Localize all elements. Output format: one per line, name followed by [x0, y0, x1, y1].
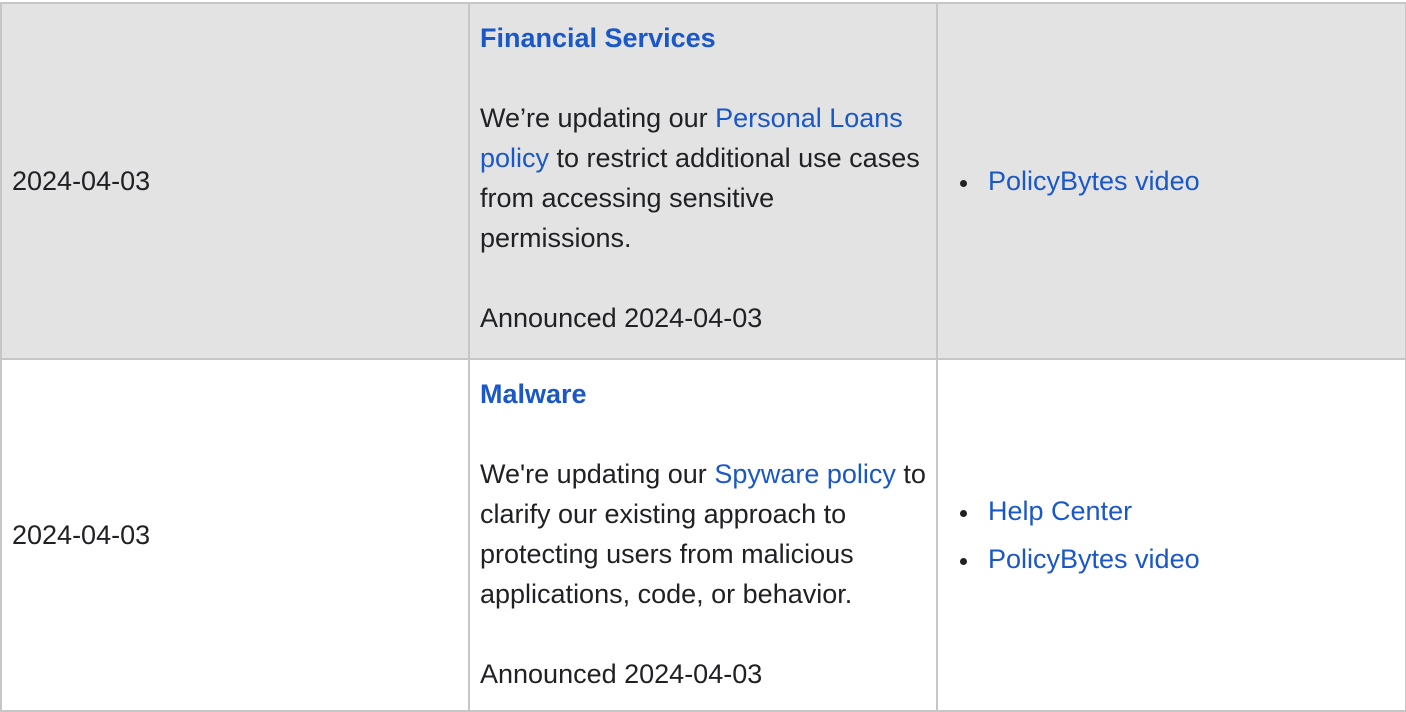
spyware-policy-link[interactable]: Spyware policy — [714, 459, 896, 489]
resources-cell — [937, 359, 1406, 711]
description-text-before: We’re updating our — [480, 103, 716, 133]
policy-description — [480, 454, 926, 614]
resources-list — [948, 491, 1395, 579]
policybytes-video-link[interactable]: PolicyBytes video — [988, 166, 1200, 196]
help-center-link[interactable]: Help Center — [988, 496, 1133, 526]
description-text-before: We're updating our — [480, 459, 715, 489]
policy-description — [480, 98, 926, 258]
description-text-after: to clarify our existing approach to protecting users from malicious applications, code, or behavior. — [480, 459, 926, 609]
table-row — [1, 3, 1406, 359]
announced-date: Announced 2024-04-03 — [480, 303, 763, 333]
update-cell — [469, 3, 937, 359]
policy-updates-table — [0, 2, 1406, 712]
policybytes-video-link[interactable]: PolicyBytes video — [988, 544, 1200, 574]
list-item — [980, 161, 1395, 201]
resources-cell — [937, 3, 1406, 359]
resources-list — [948, 161, 1395, 201]
announced-date: Announced 2024-04-03 — [480, 659, 763, 689]
table-row — [1, 359, 1406, 711]
list-item — [980, 539, 1395, 579]
date-cell: 2024-04-03 — [1, 3, 469, 359]
policy-title-link[interactable]: Malware — [480, 379, 587, 409]
policy-title-link[interactable]: Financial Services — [480, 23, 716, 53]
personal-loans-policy-link[interactable]: Personal Loans policy — [480, 103, 903, 173]
description-text-after: to restrict additional use cases from accessing sensitive permissions. — [480, 143, 920, 253]
list-item — [980, 491, 1395, 531]
update-cell — [469, 359, 937, 711]
date-cell: 2024-04-03 — [1, 359, 469, 711]
